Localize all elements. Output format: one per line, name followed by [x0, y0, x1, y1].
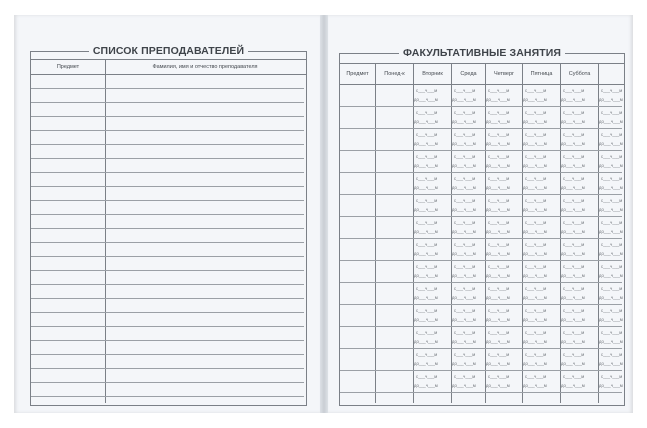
- time-to-field: до___ч___м: [523, 119, 547, 124]
- time-from-field: с___ч___м: [416, 242, 438, 247]
- time-from-field: с___ч___м: [416, 132, 438, 137]
- time-to-field: до___ч___м: [486, 273, 510, 278]
- time-from-field: с___ч___м: [601, 110, 623, 115]
- column-header-subject: Предмет: [346, 71, 369, 77]
- time-to-field: до___ч___м: [414, 185, 438, 190]
- time-to-field: до___ч___м: [599, 141, 623, 146]
- time-to-field: до___ч___м: [561, 339, 585, 344]
- time-to-field: до___ч___м: [599, 317, 623, 322]
- time-to-field: до___ч___м: [414, 383, 438, 388]
- time-to-field: до___ч___м: [414, 361, 438, 366]
- time-to-field: до___ч___м: [452, 273, 476, 278]
- time-to-field: до___ч___м: [561, 163, 585, 168]
- time-from-field: с___ч___м: [416, 88, 438, 93]
- time-from-field: с___ч___м: [454, 286, 476, 291]
- time-to-field: до___ч___м: [452, 185, 476, 190]
- time-from-field: с___ч___м: [416, 352, 438, 357]
- teachers-title: СПИСОК ПРЕПОДАВАТЕЛЕЙ: [92, 45, 245, 57]
- time-from-field: с___ч___м: [488, 374, 510, 379]
- time-to-field: до___ч___м: [523, 251, 547, 256]
- row-line: [31, 144, 304, 145]
- time-to-field: до___ч___м: [486, 361, 510, 366]
- time-from-field: с___ч___м: [488, 198, 510, 203]
- time-to-field: до___ч___м: [486, 295, 510, 300]
- time-from-field: с___ч___м: [601, 374, 623, 379]
- time-to-field: до___ч___м: [486, 339, 510, 344]
- time-from-field: с___ч___м: [488, 154, 510, 159]
- electives-table: [339, 47, 625, 406]
- time-from-field: с___ч___м: [488, 308, 510, 313]
- time-from-field: с___ч___м: [454, 220, 476, 225]
- column-divider: [105, 59, 106, 403]
- time-from-field: с___ч___м: [525, 308, 547, 313]
- time-from-field: с___ч___м: [563, 308, 585, 313]
- right-page: [328, 15, 633, 413]
- time-to-field: до___ч___м: [599, 229, 623, 234]
- column-header-friday: Пятница: [530, 71, 553, 77]
- time-to-field: до___ч___м: [452, 229, 476, 234]
- row-line: [31, 102, 304, 103]
- row-line: [31, 172, 304, 173]
- time-from-field: с___ч___м: [488, 88, 510, 93]
- column-header-teacher-name: Фамилия, имя и отчество преподавателя: [152, 64, 258, 70]
- time-from-field: с___ч___м: [525, 374, 547, 379]
- time-from-field: с___ч___м: [563, 88, 585, 93]
- column-header-wednesday: Среда: [460, 71, 477, 77]
- time-from-field: с___ч___м: [601, 132, 623, 137]
- book-spine: [320, 15, 328, 413]
- time-from-field: с___ч___м: [454, 132, 476, 137]
- time-from-field: с___ч___м: [563, 242, 585, 247]
- time-from-field: с___ч___м: [601, 264, 623, 269]
- time-from-field: с___ч___м: [601, 330, 623, 335]
- row-line: [31, 382, 304, 383]
- time-to-field: до___ч___м: [561, 361, 585, 366]
- left-page: [14, 15, 320, 413]
- time-to-field: до___ч___м: [414, 163, 438, 168]
- time-to-field: до___ч___м: [523, 317, 547, 322]
- column-header-subject: Предмет: [56, 64, 80, 70]
- time-to-field: до___ч___м: [414, 141, 438, 146]
- time-from-field: с___ч___м: [454, 374, 476, 379]
- row-line: [31, 312, 304, 313]
- row-line: [340, 392, 622, 393]
- time-to-field: до___ч___м: [599, 97, 623, 102]
- time-from-field: с___ч___м: [416, 286, 438, 291]
- time-to-field: до___ч___м: [523, 339, 547, 344]
- time-from-field: с___ч___м: [563, 220, 585, 225]
- time-to-field: до___ч___м: [561, 383, 585, 388]
- time-from-field: с___ч___м: [454, 330, 476, 335]
- time-from-field: с___ч___м: [563, 374, 585, 379]
- time-to-field: до___ч___м: [452, 339, 476, 344]
- time-from-field: с___ч___м: [488, 352, 510, 357]
- time-from-field: с___ч___м: [601, 154, 623, 159]
- time-from-field: с___ч___м: [488, 264, 510, 269]
- time-to-field: до___ч___м: [486, 141, 510, 146]
- row-line: [340, 106, 622, 107]
- row-line: [31, 298, 304, 299]
- time-to-field: до___ч___м: [414, 251, 438, 256]
- column-header-tuesday: Вторник: [422, 71, 443, 77]
- time-to-field: до___ч___м: [523, 207, 547, 212]
- time-to-field: до___ч___м: [599, 207, 623, 212]
- row-line: [31, 228, 304, 229]
- time-to-field: до___ч___м: [452, 207, 476, 212]
- column-divider: [375, 63, 376, 403]
- time-from-field: с___ч___м: [563, 110, 585, 115]
- row-line: [340, 260, 622, 261]
- time-to-field: до___ч___м: [561, 141, 585, 146]
- row-line: [340, 370, 622, 371]
- time-from-field: с___ч___м: [601, 286, 623, 291]
- row-line: [340, 150, 622, 151]
- row-line: [31, 242, 304, 243]
- time-to-field: до___ч___м: [599, 383, 623, 388]
- row-line: [340, 216, 622, 217]
- time-from-field: с___ч___м: [525, 110, 547, 115]
- time-to-field: до___ч___м: [486, 97, 510, 102]
- row-line: [31, 88, 304, 89]
- column-header-saturday: Суббота: [568, 71, 591, 77]
- row-line: [340, 326, 622, 327]
- time-from-field: с___ч___м: [416, 264, 438, 269]
- row-line: [31, 186, 304, 187]
- time-to-field: до___ч___м: [561, 251, 585, 256]
- row-line: [31, 284, 304, 285]
- row-line: [31, 158, 304, 159]
- time-to-field: до___ч___м: [599, 339, 623, 344]
- time-from-field: с___ч___м: [525, 176, 547, 181]
- time-from-field: с___ч___м: [416, 330, 438, 335]
- row-line: [31, 340, 304, 341]
- time-from-field: с___ч___м: [525, 242, 547, 247]
- time-to-field: до___ч___м: [523, 361, 547, 366]
- row-line: [31, 368, 304, 369]
- time-to-field: до___ч___м: [452, 163, 476, 168]
- time-from-field: с___ч___м: [563, 352, 585, 357]
- time-from-field: с___ч___м: [454, 176, 476, 181]
- time-to-field: до___ч___м: [452, 97, 476, 102]
- row-line: [31, 200, 304, 201]
- time-from-field: с___ч___м: [525, 352, 547, 357]
- time-from-field: с___ч___м: [525, 330, 547, 335]
- time-to-field: до___ч___м: [599, 361, 623, 366]
- time-from-field: с___ч___м: [416, 308, 438, 313]
- time-to-field: до___ч___м: [486, 229, 510, 234]
- time-to-field: до___ч___м: [523, 295, 547, 300]
- time-from-field: с___ч___м: [488, 220, 510, 225]
- time-to-field: до___ч___м: [523, 185, 547, 190]
- time-to-field: до___ч___м: [414, 97, 438, 102]
- time-from-field: с___ч___м: [454, 198, 476, 203]
- row-line: [31, 130, 304, 131]
- row-line: [31, 214, 304, 215]
- time-from-field: с___ч___м: [416, 154, 438, 159]
- time-to-field: до___ч___м: [486, 251, 510, 256]
- time-from-field: с___ч___м: [525, 198, 547, 203]
- time-from-field: с___ч___м: [525, 286, 547, 291]
- time-from-field: с___ч___м: [454, 242, 476, 247]
- time-to-field: до___ч___м: [599, 273, 623, 278]
- time-to-field: до___ч___м: [561, 273, 585, 278]
- time-to-field: до___ч___м: [414, 229, 438, 234]
- time-to-field: до___ч___м: [414, 119, 438, 124]
- time-to-field: до___ч___м: [452, 295, 476, 300]
- time-to-field: до___ч___м: [486, 317, 510, 322]
- time-to-field: до___ч___м: [523, 163, 547, 168]
- row-line: [31, 326, 304, 327]
- time-from-field: с___ч___м: [488, 242, 510, 247]
- time-to-field: до___ч___м: [599, 251, 623, 256]
- time-to-field: до___ч___м: [561, 97, 585, 102]
- time-from-field: с___ч___м: [563, 330, 585, 335]
- time-to-field: до___ч___м: [599, 295, 623, 300]
- time-to-field: до___ч___м: [561, 207, 585, 212]
- time-to-field: до___ч___м: [561, 119, 585, 124]
- time-from-field: с___ч___м: [416, 198, 438, 203]
- time-from-field: с___ч___м: [563, 154, 585, 159]
- time-to-field: до___ч___м: [523, 273, 547, 278]
- row-line: [31, 116, 304, 117]
- time-to-field: до___ч___м: [486, 119, 510, 124]
- row-line: [340, 282, 622, 283]
- time-to-field: до___ч___м: [452, 317, 476, 322]
- time-from-field: с___ч___м: [525, 264, 547, 269]
- time-from-field: с___ч___м: [416, 176, 438, 181]
- time-to-field: до___ч___м: [414, 339, 438, 344]
- time-from-field: с___ч___м: [488, 176, 510, 181]
- time-from-field: с___ч___м: [563, 286, 585, 291]
- time-from-field: с___ч___м: [525, 132, 547, 137]
- electives-title: ФАКУЛЬТАТИВНЫЕ ЗАНЯТИЯ: [402, 47, 562, 59]
- time-from-field: с___ч___м: [454, 154, 476, 159]
- time-from-field: с___ч___м: [563, 176, 585, 181]
- time-from-field: с___ч___м: [601, 308, 623, 313]
- time-to-field: до___ч___м: [561, 185, 585, 190]
- time-to-field: до___ч___м: [452, 141, 476, 146]
- time-to-field: до___ч___м: [599, 185, 623, 190]
- row-line: [31, 270, 304, 271]
- row-line: [340, 128, 622, 129]
- time-to-field: до___ч___м: [486, 185, 510, 190]
- time-from-field: с___ч___м: [488, 330, 510, 335]
- time-to-field: до___ч___м: [486, 163, 510, 168]
- time-from-field: с___ч___м: [601, 88, 623, 93]
- time-from-field: с___ч___м: [525, 220, 547, 225]
- time-from-field: с___ч___м: [563, 264, 585, 269]
- time-from-field: с___ч___м: [525, 88, 547, 93]
- time-to-field: до___ч___м: [414, 317, 438, 322]
- time-from-field: с___ч___м: [563, 198, 585, 203]
- time-from-field: с___ч___м: [601, 198, 623, 203]
- time-from-field: с___ч___м: [601, 352, 623, 357]
- time-to-field: до___ч___м: [452, 383, 476, 388]
- row-line: [31, 354, 304, 355]
- time-to-field: до___ч___м: [561, 229, 585, 234]
- time-from-field: с___ч___м: [454, 88, 476, 93]
- time-to-field: до___ч___м: [523, 141, 547, 146]
- time-to-field: до___ч___м: [486, 383, 510, 388]
- time-from-field: с___ч___м: [488, 110, 510, 115]
- time-from-field: с___ч___м: [563, 132, 585, 137]
- column-header-thursday: Четверг: [493, 71, 515, 77]
- time-from-field: с___ч___м: [488, 286, 510, 291]
- time-to-field: до___ч___м: [414, 295, 438, 300]
- electives-title-row: [340, 46, 624, 60]
- time-to-field: до___ч___м: [561, 317, 585, 322]
- time-to-field: до___ч___м: [561, 295, 585, 300]
- time-from-field: с___ч___м: [454, 110, 476, 115]
- time-from-field: с___ч___м: [416, 110, 438, 115]
- row-line: [31, 256, 304, 257]
- time-from-field: с___ч___м: [488, 132, 510, 137]
- time-from-field: с___ч___м: [416, 374, 438, 379]
- time-to-field: до___ч___м: [599, 119, 623, 124]
- time-from-field: с___ч___м: [416, 220, 438, 225]
- time-from-field: с___ч___м: [454, 308, 476, 313]
- time-to-field: до___ч___м: [486, 207, 510, 212]
- time-to-field: до___ч___м: [599, 163, 623, 168]
- row-line: [340, 304, 622, 305]
- time-to-field: до___ч___м: [414, 207, 438, 212]
- time-from-field: с___ч___м: [454, 264, 476, 269]
- time-from-field: с___ч___м: [601, 242, 623, 247]
- teachers-title-row: [31, 44, 306, 58]
- time-to-field: до___ч___м: [452, 119, 476, 124]
- time-to-field: до___ч___м: [523, 383, 547, 388]
- time-to-field: до___ч___м: [414, 273, 438, 278]
- time-from-field: с___ч___м: [601, 176, 623, 181]
- row-line: [340, 194, 622, 195]
- time-to-field: до___ч___м: [452, 361, 476, 366]
- row-line: [340, 348, 622, 349]
- row-line: [340, 172, 622, 173]
- time-to-field: до___ч___м: [452, 251, 476, 256]
- time-from-field: с___ч___м: [525, 154, 547, 159]
- time-to-field: до___ч___м: [523, 229, 547, 234]
- time-to-field: до___ч___м: [523, 97, 547, 102]
- teachers-header: [31, 59, 306, 75]
- electives-header: [340, 63, 624, 85]
- teachers-table: [30, 45, 307, 406]
- column-header-monday: Понед-к: [384, 71, 405, 77]
- row-line: [340, 238, 622, 239]
- time-from-field: с___ч___м: [454, 352, 476, 357]
- row-line: [31, 396, 304, 397]
- time-from-field: с___ч___м: [601, 220, 623, 225]
